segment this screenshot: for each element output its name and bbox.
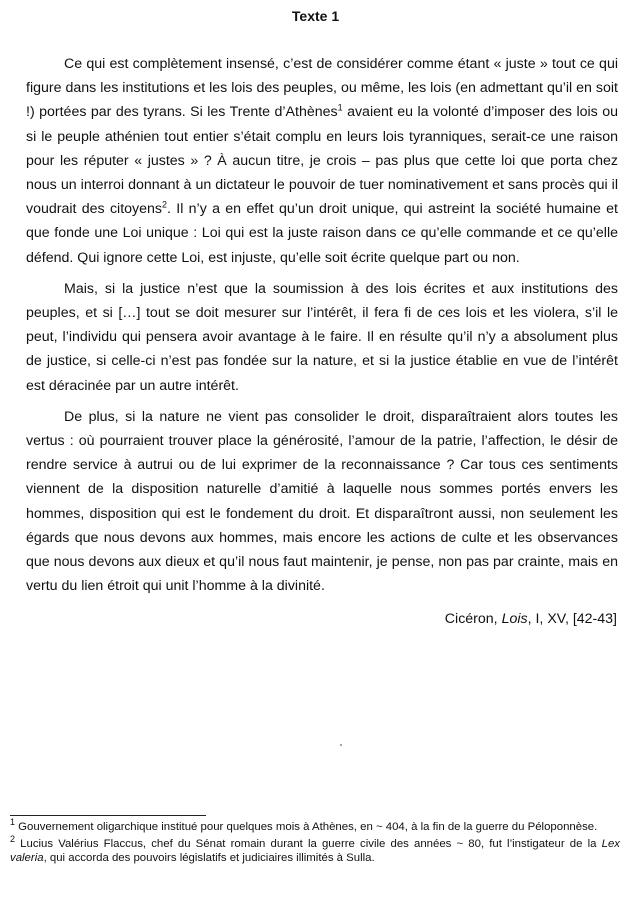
text-segment: De plus, si la nature ne vient pas consolider le droit, disparaîtraient alors toutes les vertus : où pourraient trouver place la générosité, l’amour de la patrie, l’affection, le désir de rendre service à autrui ou de lui exprimer de la reconnaissance ? Car tous ces sentiments viennent de la disposition naturelle d’amitié à laquelle nous sommes portés envers les hommes, disposition qui est le fondement du droit. Et disparaîtront aussi, non seulement les égards que nous devons aux hommes, mais encore les actions de culte et les observances que nous devons aux dieux et qu’il nous faut maintenir, je pense, non pas par crainte, mais en vertu du lien étroit qui unit l’homme à la divinité. [26,408,618,595]
citation-author: Cicéron, [444,611,502,627]
citation-work: Lois [501,611,528,627]
text-segment: , qui accorda des pouvoirs législatifs et judiciaires illimités à Sulla. [43,852,375,865]
footnote-reference: 1 [337,102,343,113]
footnote-marker: 2 [10,833,16,844]
citation-reference: , I, XV, [42-43] [527,611,617,627]
footnotes [10,817,620,868]
citation [445,607,617,631]
paragraph [26,277,618,398]
text-segment: Lucius Valérius Flaccus, chef du Sénat romain durant la guerre civile des années ~ 80, fut l’instigateur de la [15,837,602,850]
text-segment: Ce qui est complètement insensé, c’est de considérer comme étant « juste » tout ce qui figure dans les institutions et les lois des peuples, ou même, les lois (en admettant qu’il en soit !) portées par des tyrans. Si les Trente d’Athènes [26,56,618,121]
paragraph [26,405,618,599]
body-text [26,52,618,605]
italic-text: Lex valeria [10,837,620,865]
text-segment: Gouvernement oligarchique institué pour quelques mois à Athènes, en ~ 404, à la fin de la guerre du Péloponnèse. [15,821,598,833]
footnote [10,833,620,866]
text-segment: . Il n’y a en effet qu’un droit unique, qui astreint la société humaine et que fonde une Loi unique : Loi qui est la juste raison dans ce qu’elle commande et ce qu’elle défend. Qui ignore cette Loi, est injuste, qu’elle soit écrite quelque part ou non. [26,201,618,266]
scan-speck [340,744,342,746]
footnote [10,817,620,835]
footnote-marker: 1 [10,817,16,828]
paragraph [26,52,618,270]
document-title: Texte 1 [291,8,340,24]
footnote-reference: 2 [162,199,168,210]
text-segment: avaient eu la volonté d’imposer des lois ou si le peuple athénien tout entier s’était complu en leurs lois tyranniques, serait-ce une raison pour les réputer « justes » ? À aucun titre, je crois – pas plus que cette loi que porta chez nous un interroi donnant à un dictateur le pouvoir de tuer nominativement et sans procès qui il voudrait des citoyens [26,104,618,218]
footnote-separator [10,815,206,816]
text-segment: Mais, si la justice n’est que la soumission à des lois écrites et aux institutions des peuples, et si […] tout se doit mesurer sur l’intérêt, il fera fi de ces lois et les violera, s’il le peut, l’individu qui pensera avoir avantage à le faire. Il en résulte qu’il n’y a absolument plus de justice, si celle-ci n’est pas fondée sur la nature, et si la justice établie en vue de l’intérêt est déracinée par un autre intérêt. [26,280,618,394]
